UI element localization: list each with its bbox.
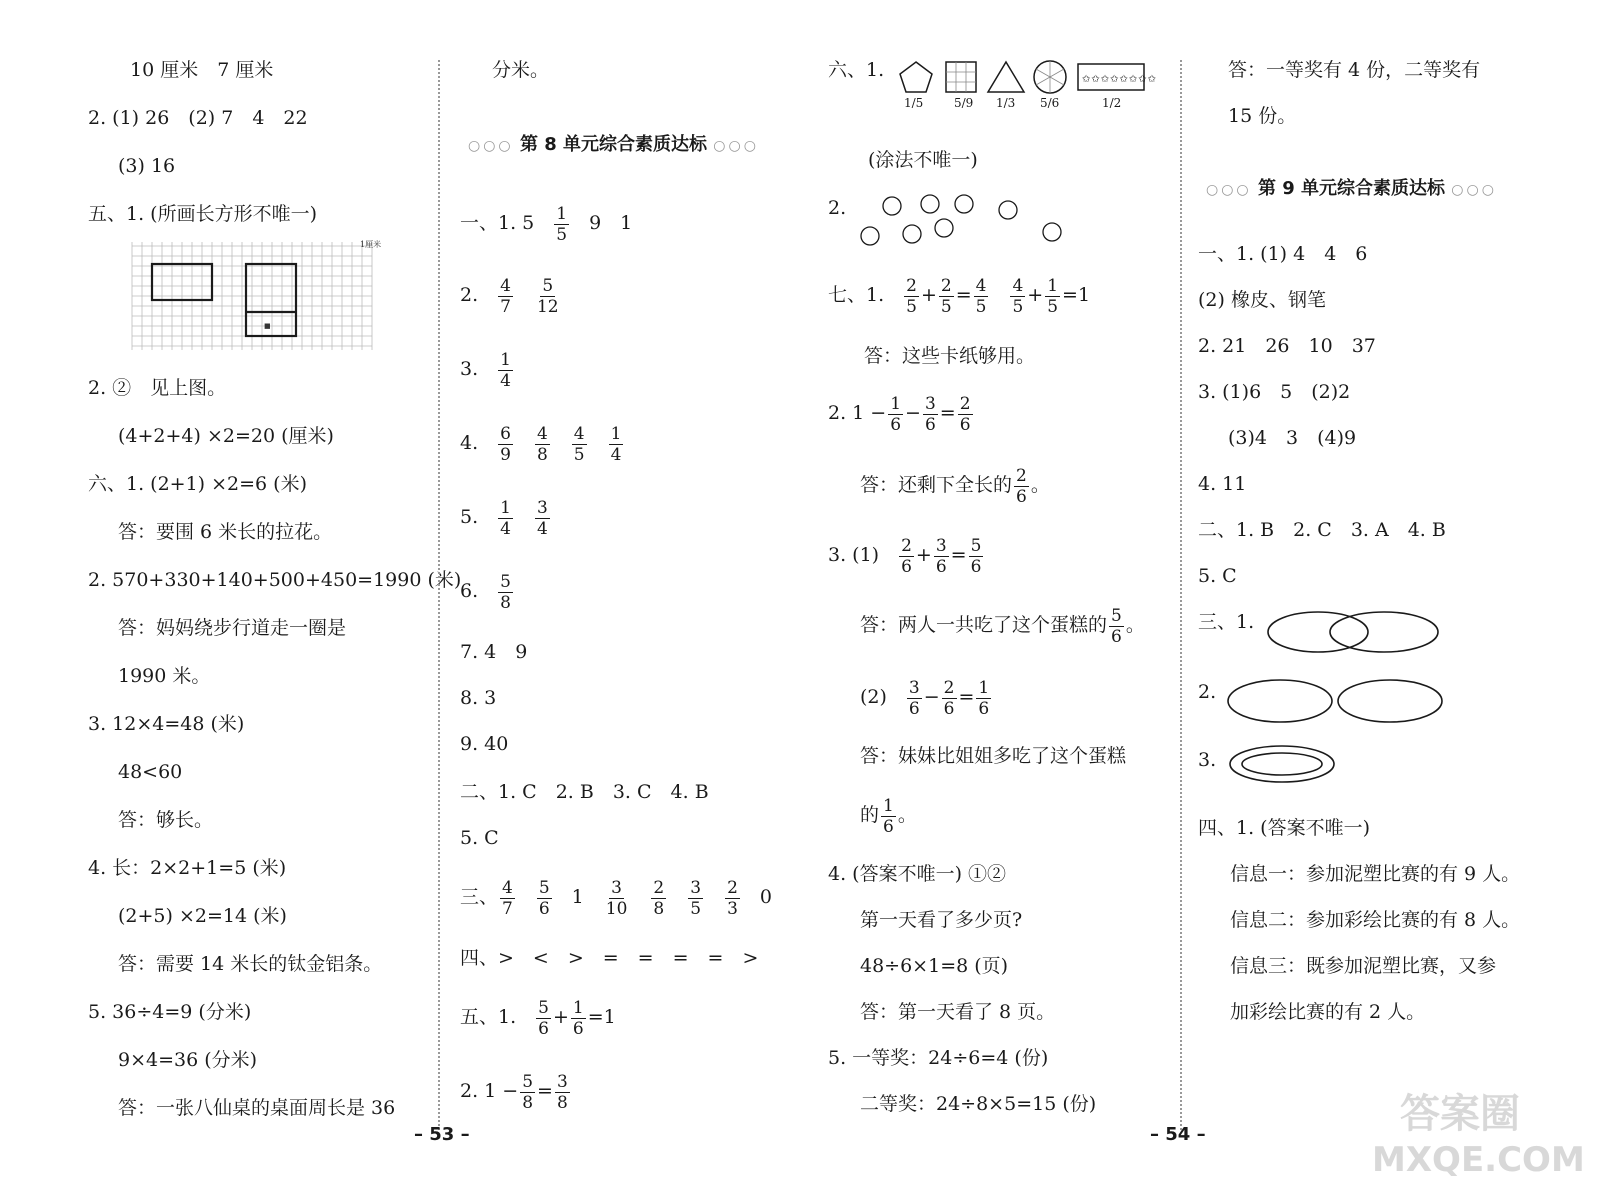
column-4 <box>1150 0 1600 1201</box>
shape-fraction-label: 1/2 <box>1102 96 1122 110</box>
text-line: 5. C <box>1198 565 1237 587</box>
text-line: 3. 12×4=48 (米) <box>88 713 245 735</box>
text-line: 二等奖：24÷8×5=15 (份) <box>860 1093 1097 1115</box>
watermark-url: MXQE.COM <box>1372 1140 1585 1180</box>
text-line: 2. 21 26 10 37 <box>1198 335 1376 357</box>
text-line: 答：需要 14 米长的钛金铝条。 <box>118 953 383 975</box>
answer-line: 6. $\frac{5}{8}$ <box>460 571 511 613</box>
text-line: 答：妈妈绕步行道走一圈是 <box>118 617 347 639</box>
text-line: 第一天看了多少页? <box>860 909 1023 931</box>
fraction-shapes-figure <box>896 58 1171 126</box>
grid-rectangles-figure <box>132 242 392 352</box>
section-header-unit-8: ○○○ 第 8 单元综合素质达标 ○○○ <box>468 134 759 155</box>
text-line: 5. C <box>460 827 499 849</box>
answer-line: 五、1. $\frac{5}{6}$ + $\frac{1}{6}$ =1 <box>460 997 616 1039</box>
text-line: 四、> < > = = = = > <box>460 947 759 969</box>
text-line: 分米。 <box>492 59 550 81</box>
text-line: 加彩绘比赛的有 2 人。 <box>1230 1001 1426 1023</box>
watermark-logo: 答案圈 <box>1400 1091 1520 1137</box>
circles-figure <box>856 192 1066 248</box>
text-line: (4+2+4) ×2=20 (厘米) <box>118 425 334 447</box>
venn-nested-figure <box>1228 744 1338 784</box>
text-line: 8. 3 <box>460 687 497 709</box>
text-line: (2) 橡皮、钢笔 <box>1198 289 1326 311</box>
page-number: – 53 – <box>414 1124 470 1145</box>
grid-scale-label: 1厘米 <box>360 240 382 249</box>
answer-line: 5. $\frac{1}{4}$ $\frac{3}{4}$ <box>460 497 548 539</box>
column-1 <box>0 0 462 1201</box>
text-line: 4. (答案不唯一) ①② <box>828 863 1007 885</box>
text-line: 四、1. (答案不唯一) <box>1198 817 1370 839</box>
text-line: 1990 米。 <box>118 665 211 687</box>
answer-line: 3. $\frac{1}{4}$ <box>460 349 511 391</box>
column-2 <box>414 0 820 1201</box>
svg-text:■: ■ <box>264 322 271 330</box>
text-line: 48÷6×1=8 (页) <box>860 955 1009 977</box>
text-line: 3. <box>1198 749 1217 771</box>
text-line: 二、1. B 2. C 3. A 4. B <box>1198 519 1446 541</box>
answer-line: 三、 $\frac{4}{7}$ $\frac{5}{6}$ 1 $\frac{3}{10}$ $\frac{2}{8}$ $\frac{3}{5}$ $\frac{2}{3}$ 0 <box>460 877 772 919</box>
answer-line: 一、1. 5 $\frac{1}{5}$ 9 1 <box>460 203 633 245</box>
text-line: 9×4=36 (分米) <box>118 1049 258 1071</box>
text-line: 4. 11 <box>1198 473 1247 495</box>
text-line: 15 份。 <box>1228 105 1297 127</box>
text-line: 三、1. <box>1198 611 1255 633</box>
shape-fraction-label: 1/3 <box>996 96 1016 110</box>
text-line: 信息二：参加彩绘比赛的有 8 人。 <box>1230 909 1521 931</box>
text-line: 10 厘米 7 厘米 <box>130 59 274 81</box>
text-line: 5. 一等奖：24÷6=4 (份) <box>828 1047 1049 1069</box>
answer-line: (2) $\frac{3}{6}$ − $\frac{2}{6}$ = $\frac{1}{6}$ <box>860 677 990 719</box>
text-line: (涂法不唯一) <box>868 149 978 171</box>
text-line: 信息一：参加泥塑比赛的有 9 人。 <box>1230 863 1521 885</box>
text-line: 5. 36÷4=9 (分米) <box>88 1001 252 1023</box>
text-line: 六、1. (2+1) ×2=6 (米) <box>88 473 308 495</box>
text-line: 答：这些卡纸够用。 <box>864 345 1036 367</box>
answer-line: 3. (1) $\frac{2}{6}$ + $\frac{3}{6}$ = $\frac{5}{6}$ <box>828 535 982 577</box>
text-line: 答：一张八仙桌的桌面周长是 36 <box>118 1097 396 1119</box>
answer-line: 2. 1 − $\frac{5}{8}$ = $\frac{3}{8}$ <box>460 1071 568 1113</box>
answer-line: 七、1. $\frac{2}{5}$ + $\frac{2}{5}$ = $\frac{4}{5}$ $\frac{4}{5}$ + $\frac{1}{5}$ =1 <box>828 275 1091 317</box>
text-line: 五、1. (所画长方形不唯一) <box>88 203 317 225</box>
column-3 <box>820 0 1180 1201</box>
shape-fraction-label: 5/6 <box>1040 96 1060 110</box>
venn-overlap-figure <box>1266 608 1446 656</box>
shape-fraction-label: 5/9 <box>954 96 974 110</box>
text-line: 答：够长。 <box>118 809 214 831</box>
section-header-unit-9: ○○○ 第 9 单元综合素质达标 ○○○ <box>1206 178 1497 199</box>
text-line: 4. 长：2×2+1=5 (米) <box>88 857 287 879</box>
text-line: 答：一等奖有 4 份，二等奖有 <box>1228 59 1481 81</box>
text-line: (2+5) ×2=14 (米) <box>118 905 287 927</box>
text-line: 48<60 <box>118 761 183 783</box>
page-number: – 54 – <box>1150 1124 1206 1145</box>
answer-line: 答：还剩下全长的 $\frac{2}{6}$ 。 <box>860 465 1050 507</box>
shape-fraction-label: 1/5 <box>904 96 924 110</box>
answer-line: 的 $\frac{1}{6}$ 。 <box>860 795 917 837</box>
text-line: 3. (1)6 5 (2)2 <box>1198 381 1351 403</box>
text-line: 答：妹妹比姐姐多吃了这个蛋糕 <box>860 745 1127 767</box>
text-line: 2. <box>1198 681 1217 703</box>
text-line: 9. 40 <box>460 733 509 755</box>
text-line: 二、1. C 2. B 3. C 4. B <box>460 781 709 803</box>
text-line: (3) 16 <box>118 155 176 177</box>
text-line: 2. ② 见上图。 <box>88 377 227 399</box>
venn-separate-figure <box>1226 676 1446 726</box>
svg-text:✩✩✩✩✩✩✩✩: ✩✩✩✩✩✩✩✩ <box>1082 74 1158 85</box>
answer-line: 4. $\frac{6}{9}$ $\frac{4}{8}$ $\frac{4}{5}$ $\frac{1}{4}$ <box>460 423 622 465</box>
text-line: 答：第一天看了 8 页。 <box>860 1001 1056 1023</box>
text-line: 2. <box>828 197 847 219</box>
text-line: 7. 4 9 <box>460 641 528 663</box>
text-line: 信息三：既参加泥塑比赛，又参 <box>1230 955 1497 977</box>
answer-line: 答：两人一共吃了这个蛋糕的 $\frac{5}{6}$ 。 <box>860 605 1145 647</box>
answer-line: 2. 1 − $\frac{1}{6}$ − $\frac{3}{6}$ = $\frac{2}{6}$ <box>828 393 971 435</box>
text-line: 一、1. (1) 4 4 6 <box>1198 243 1368 265</box>
text-line: (3)4 3 (4)9 <box>1228 427 1357 449</box>
text-line: 六、1. <box>828 59 885 81</box>
answer-line: 2. $\frac{4}{7}$ $\frac{5}{12}$ <box>460 275 559 317</box>
text-line: 2. 570+330+140+500+450=1990 (米) <box>88 569 462 591</box>
text-line: 答：要围 6 米长的拉花。 <box>118 521 333 543</box>
text-line: 2. (1) 26 (2) 7 4 22 <box>88 107 308 129</box>
